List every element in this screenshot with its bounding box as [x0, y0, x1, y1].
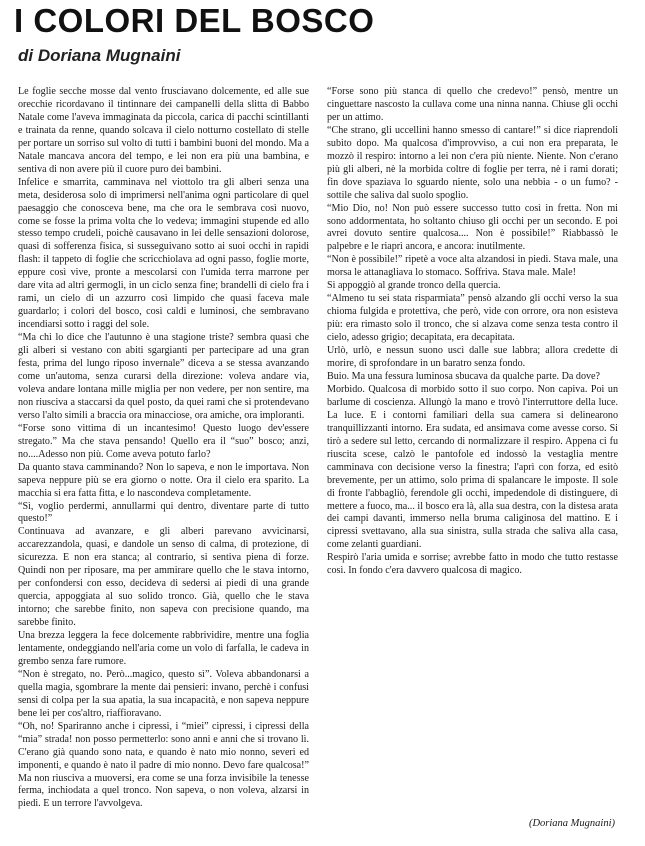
paragraph: Buio. Ma una fessura luminosa sbucava da qualche parte. Da dove?	[327, 370, 600, 382]
paragraph: “Almeno tu sei stata risparmiata” pensò alzando gli occhi verso la sua chioma fulgida e protettiva, che però, vide con orrore, ora non esisteva più: era rimasto solo il tronco, che si alzava come senza testa contro il cielo, adesso grigio; decapitata, era decapitata.	[327, 293, 618, 344]
paragraph: Continuava ad avanzare, e gli alberi parevano avvicinarsi, accarezzandola, quasi, e dandole un senso di calma, di protezione, di sicurezza. E non era stanca; al contrario, si sentiva piena di forze. Quindi non per riposare, ma per ammirare quello che le stava intorno, per confondersi con esso, decideva di sedersi ai piedi di una grande quercia, appoggiata al suo solido tronco. Già, quello che le stava intorno; che sarebbe finito, non sapeva con precisione quando, ma sarebbe finito.	[18, 526, 309, 629]
paragraph: “Che strano, gli uccellini hanno smesso di cantare!” si dice riaprendoli subito dopo. Ma qualcosa d'improvviso, a cui non era preparata, le mozzò il respiro: intorno a lei non c'era più niente. Niente. Non c'erano più gli alberi, nè la morbida coltre di foglie per terra, nè i rami dorati; fin dove spaziava lo sguardo niente, solo una nebbia - o un fumo? - sottile che saliva dal suolo spoglio.	[327, 124, 618, 201]
article-byline: di Doriana Mugnaini	[18, 46, 181, 65]
paragraph: Una brezza leggera la fece dolcemente rabbrividire, mentre una foglia lentamente, ondeggiando nell'aria come un volo di farfalla, le cadeva in grembo senza fare rumore.	[18, 630, 309, 667]
paragraph: “Ma chi lo dice che l'autunno è una stagione triste? sembra quasi che gli alberi si vestano con abiti sgargianti per partecipare ad una gran festa, prima del lungo riposo invernale” diceva a se stessa avanzando come un'automa, senza curarsi della direzione: voleva andare via, voleva andare lontana mille miglia per non vedere, per non sentire, ma non riusciva a staccarsi da quel posto, da quei rami che si protendevano verso l'alto simili a braccia ora minacciose, ora amiche, ora imploranti.	[18, 332, 309, 421]
paragraph: “Oh, no! Spariranno anche i cipressi, i “miei” cipressi, i cipressi della “mia” strada! non posso permetterlo: sono anni e anni che si trovano lì. C'erano già quando sono nata, e quando è nato mio nonno, severi ed imponenti, e quando è nato il padre di mio nonno. Devo fare qualcosa!” Ma non riusciva a muoversi, era come se una forza invisibile la tenesse ferma, inchiodata a quel tronco. Non sapeva, o non voleva, alzarsi in piedi. E un terrore l'avvolgeva.	[18, 720, 309, 810]
paragraph: “Non è possibile!” ripetè a voce alta alzandosi in piedi. Stava male, una morsa le attanagliava lo stomaco. Soffriva. Stava male. Male!	[327, 254, 618, 279]
paragraph: Le foglie secche mosse dal vento frusciavano dolcemente, ed alle sue orecchie ricordavano il tintinnare dei campanelli della slitta di Babbo Natale come l'aveva immaginata da piccola, carica di pacchi scintillanti e trainata da renne, quando solcava il cielo notturno costellato di stelle per portare un sorriso sul volto di tutti i bambini buoni del mondo. Ma a Natale mancava ancora del tempo, e lei non era più una bambina, e sentiva di non avere più il cuore puro dei bambini.	[18, 86, 309, 175]
article-body	[18, 86, 618, 818]
paragraph: “Non è stregato, no. Però...magico, questo sì”. Voleva abbandonarsi a quella magia, sgombrare la mente dai pensieri: invano, perchè i confusi sensi di colpa per la sua apatia, la sua incapacità, e non sapeva neppure bene lei per cos'altro, riaffioravano.	[18, 668, 309, 719]
paragraph: “Forse sono più stanca di quello che credevo!” pensò, mentre un cinguettare nascosto la cullava come una ninna nanna. Chiuse gli occhi per un attimo.	[327, 86, 618, 123]
paragraph: Urlò, urlò, e nessun suono uscì dalle sue labbra; allora credette di morire, di sprofondare in un baratro senza fondo.	[327, 345, 618, 370]
paragraph: Respirò l'aria umida e sorrise; avrebbe fatto in modo che tutto restasse così. In fondo c'era davvero qualcosa di magico.	[327, 552, 618, 577]
article-title: I COLORI DEL BOSCO	[14, 2, 375, 39]
paragraph: Morbido. Qualcosa di morbido sotto il suo corpo. Non capiva. Poi un barlume di coscienza. Allungò la mano e trovò l'interruttore della luce. La luce. E i contorni familiari della sua camera si delinearono tranquillizzanti intorno. Era sudata, ed ansimava come avesse corso. Si tirò a sedere sul letto, cercando di normalizzare il respiro. Appena ci fu riuscita scese, calzò le pantofole ed indossò la vestaglia mentre camminava con decisione verso la finestra; l'aprì con forza, ed esitò brevemente, per un attimo, solo prima di spalancare le imposte. Il sole di fronte l'abbagliò, ferendole gli occhi, impedendole di distinguere, di mettere a fuoco, ma... il bosco era là, alla sua destra, con la distesa arata dei campi davanti, immerso nella bruma caliginosa del mattino. E i cipressi svettavano, alla sua sinistra, sulla strada che saliva alla casa, come zelanti guardiani.	[327, 383, 618, 551]
paragraph: Da quanto stava camminando? Non lo sapeva, e non le importava. Non sapeva neppure più se era giorno o notte. Ora il cielo era sparito. La macchia si era fatta fitta, e lo nascondeva completamente.	[18, 461, 309, 499]
paragraph: Si appoggiò al grande tronco della quercia.	[327, 280, 501, 292]
paragraph: “Sì, voglio perdermi, annullarmi qui dentro, diventare parte di tutto questo!”	[18, 500, 309, 525]
paragraph: “Forse sono vittima di un incantesimo! Questo luogo dev'essere stregato.” Ma che stava pensando! Quello era il “suo” bosco; anzi, no....Adesso non più. Come aveva potuto farlo?	[18, 422, 309, 460]
paragraph: Infelice e smarrita, camminava nel viottolo tra gli alberi senza una meta, desiderosa solo di imprimersi nell'anima ogni particolare di quel paesaggio che conosceva bene, ma che ora le sembrava così nuovo, come se fosse la prima volta che lo vedeva; immagini stupende ed allo stesso tempo crudeli, poichè causavano in lei delle sensazioni dolorose, quasi di sofferenza fisica, si susseguivano sotto ai suoi occhi in rapidi flash: il tappeto di foglie che scricchiolava ad ogni passo, foglie morte, eppure così vive, pronte a mescolarsi con l'umida terra marrone per dare vita ad altri germogli, in un ciclo senza fine; brandelli di cielo fra i rami, un cielo di un azzurro così limpido che quasi faceva male guardarlo; i colori del bosco, così caldi e luminosi, che sembravano incendiarsi sotto i raggi del sole.	[18, 176, 309, 331]
paragraph: “Mio Dio, no! Non può essere successo tutto così in fretta. Non mi sono addormentata, ho soltanto chiuso gli occhi per un secondo. E poi avrei dovuto sentire qualcosa.... Non è possibile!” Riabbassò le palpebre e le riaprì ancora, e ancora: inutilmente.	[327, 202, 618, 253]
author-signature: (Doriana Mugnaini)	[528, 818, 615, 829]
